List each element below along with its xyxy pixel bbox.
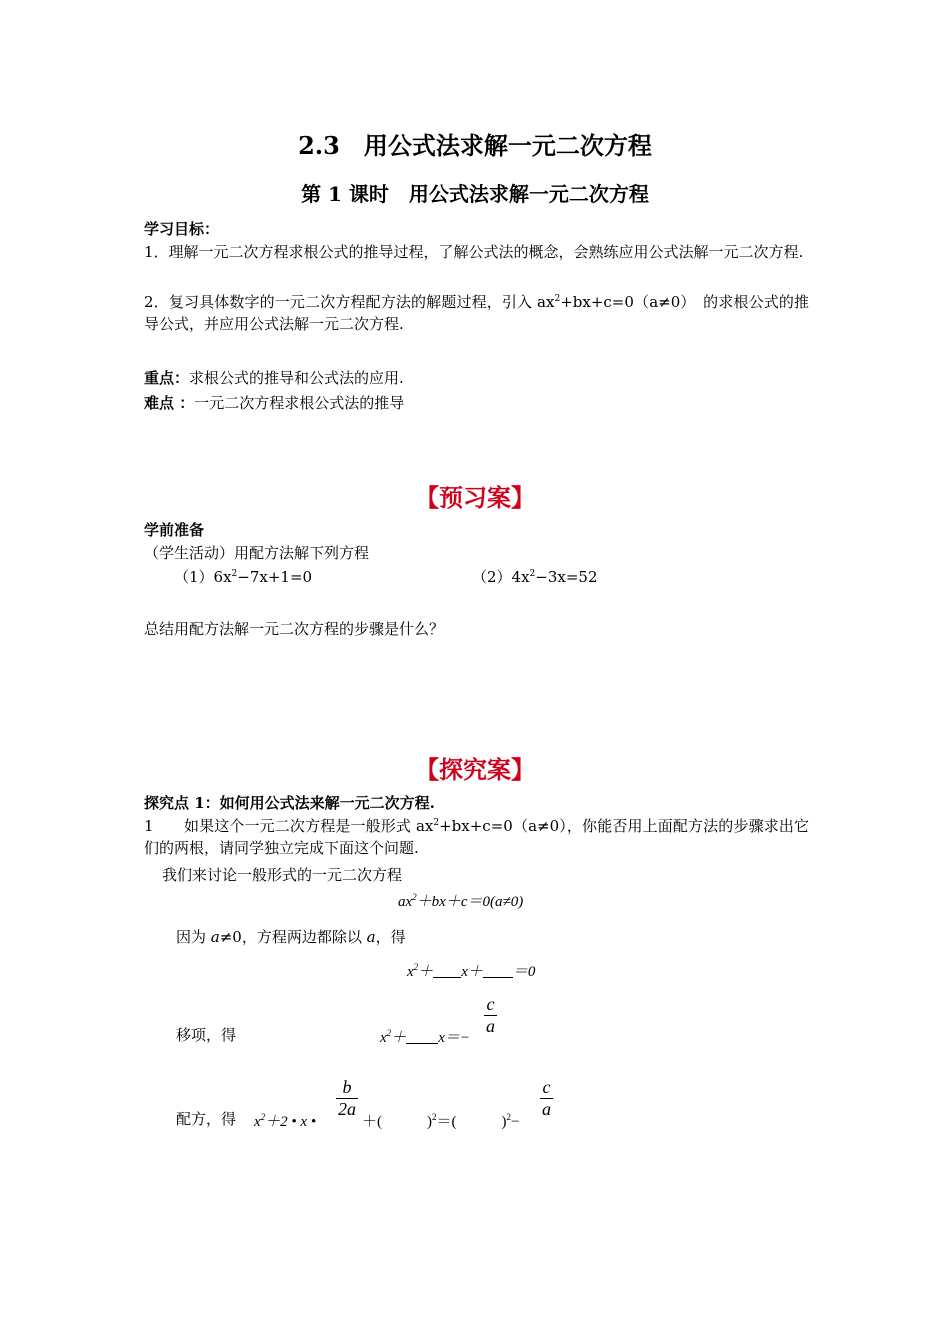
explore-paragraph-1: 1 如果这个一元二次方程是一般形式 $ax^2+bx+c=0(a\ne 0)$，你能否用上面配方法的步骤求出它们的两根，请同学独立完成下面这个问题. [144,817,809,857]
discuss-text: 我们来讨论一般形式的一元二次方程 [162,866,403,884]
divided-equation: $x^2+ x+ =0$ [407,962,536,980]
fraction-c-over-a: c a [486,994,495,1036]
moved-equation: $x^2+ x=-$ [380,1028,470,1046]
complete-square-label: 配方，得 [176,1110,237,1128]
prep-heading: 学前准备 [144,521,205,539]
complete-square-rhs: ＋( )$^2$＝( )$^2$− [362,1112,520,1130]
page-title: 2.3 用公式法求解一元二次方程 [298,131,652,160]
fill-blank[interactable] [483,963,513,978]
divide-step-text: 因为 a≠0，方程两边都除以 a，得 [176,928,406,946]
fraction-c-over-a-2: c a [542,1077,551,1119]
fill-blank[interactable] [406,1029,438,1044]
move-term-label: 移项，得 [176,1026,237,1044]
explore-section-heading: 【探究案】 [415,755,535,784]
equation-1: $(1)6x^2-7x+1=0$ [174,568,313,586]
fraction-b-over-2a: b 2a [338,1077,356,1119]
objectives-heading: 学习目标： [144,220,220,238]
lesson-subtitle: 第 1 课时 用公式法求解一元二次方程 [301,182,649,206]
preview-section-heading: 【预习案】 [415,483,535,512]
objective-item-2: 2．复习具体数字的一元二次方程配方法的解题过程，引入 $ax^2+bx+c=0(a\ne 0)$ 的求根公式的推导公式，并应用公式法解一元二次方程. [144,293,809,333]
activity-text: （学生活动）用配方法解下列方程 [144,544,370,562]
general-equation: $ax^2+bx+c=0(a\ne 0)$ [398,892,524,910]
difficult-point: 难点 ：一元二次方程求根公式法的推导 [144,394,405,412]
fill-blank[interactable] [433,963,461,978]
key-point: 重点：求根公式的推导和公式法的应用. [144,369,404,387]
objective-item-1: 1．理解一元二次方程求根公式的推导过程，了解公式法的概念，会熟练应用公式法解一元二次方程. [144,243,804,261]
explore-point-1-heading: 探究点 1：如何用公式法来解一元二次方程. [144,794,435,812]
summary-question: 总结用配方法解一元二次方程的步骤是什么？ [144,620,445,638]
complete-square-lhs: $x^2+2$ • x • [254,1112,317,1130]
equation-2: $(2)4x^2-3x=52$ [472,568,598,586]
